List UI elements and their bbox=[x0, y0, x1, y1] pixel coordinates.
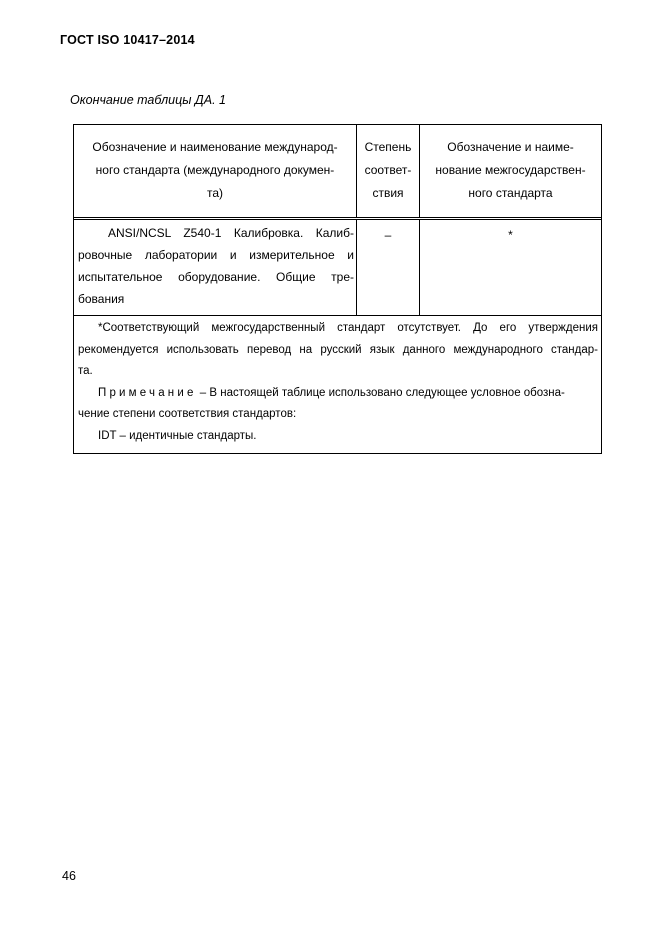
header-text-line: нование межгосударствен- bbox=[435, 163, 586, 177]
header-cell-international-standard bbox=[74, 125, 357, 217]
note-line: чение степени соответствия стандартов: bbox=[78, 408, 297, 420]
header-cell-interstate-standard bbox=[420, 125, 601, 217]
header-text-line: Степень bbox=[364, 140, 412, 154]
footnote-line: та. bbox=[78, 365, 93, 377]
table-caption: Окончание таблицы ДА. 1 bbox=[70, 93, 226, 107]
header-text-line: ного стандарта (международного докумен- bbox=[95, 163, 335, 177]
cell-international-standard bbox=[74, 220, 357, 315]
header-text-line: соответ- bbox=[364, 163, 412, 177]
cell-text-line: испытательное оборудование. Общие тре- bbox=[78, 270, 354, 284]
note-label: Примечание bbox=[98, 386, 197, 399]
header-text-line: ного стандарта bbox=[468, 186, 553, 200]
header-cell-conformity-degree bbox=[357, 125, 420, 217]
table-header-row bbox=[74, 125, 601, 220]
cell-interstate-standard: * bbox=[508, 228, 513, 242]
table-row bbox=[74, 220, 601, 316]
table-footnote bbox=[74, 316, 601, 453]
footnote-line: рекомендуется использовать перевод на русский язык данного международного стандар- bbox=[78, 343, 598, 356]
note-line: IDT – идентичные стандарты. bbox=[98, 429, 257, 442]
footnote-line: *Соответствующий межгосударственный стандарт отсутствует. До его утверждения bbox=[98, 322, 598, 334]
page-number: 46 bbox=[62, 869, 76, 883]
cell-text-line: ANSI/NCSL Z540-1 Калибровка. Калиб- bbox=[108, 226, 354, 240]
cell-text-line: бования bbox=[78, 292, 125, 306]
cell-conformity-degree: – bbox=[357, 220, 420, 315]
document-header: ГОСТ ISO 10417–2014 bbox=[60, 33, 195, 47]
header-text-line: ствия bbox=[372, 186, 404, 200]
note-line bbox=[78, 383, 598, 405]
standards-table bbox=[73, 124, 602, 454]
cell-text-line: ровочные лаборатории и измерительное и bbox=[78, 248, 354, 262]
note-text: – В настоящей таблице использовано следующее условное обозна- bbox=[196, 386, 565, 399]
header-text-line: Обозначение и наименование международ- bbox=[92, 140, 338, 154]
header-text-line: Обозначение и наиме- bbox=[447, 140, 574, 154]
header-text-line: та) bbox=[206, 186, 224, 200]
